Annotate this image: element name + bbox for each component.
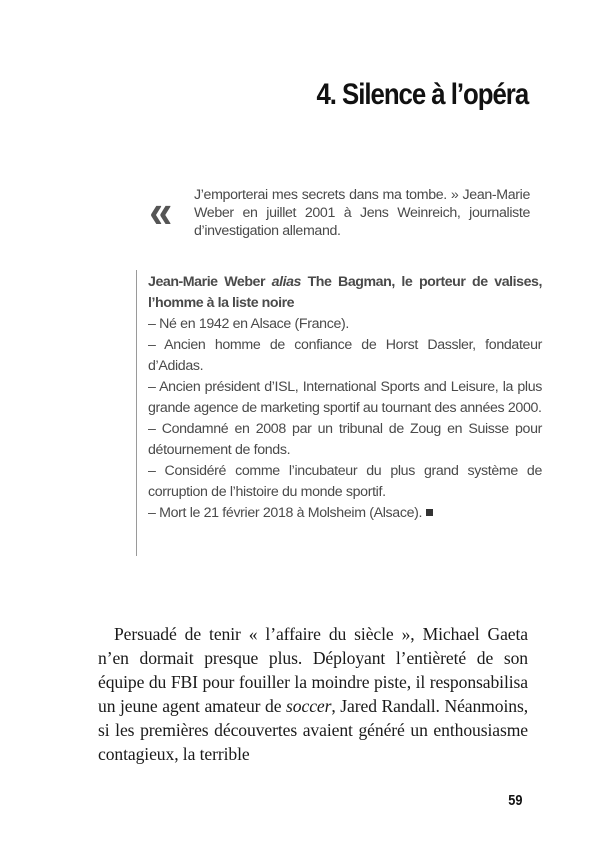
sidebar-item-isl: – Ancien président d’ISL, International Sports and Leisure, la plus grande agence de marketing sportif au tournant des années 2000.	[148, 379, 542, 416]
sidebar-heading-name: Jean-Marie Weber	[148, 274, 272, 290]
end-of-section-square-icon	[426, 509, 433, 516]
left-guillemet-icon: «	[149, 185, 173, 237]
body-paragraph	[98, 622, 528, 766]
epigraph-text: J’emporterai mes secrets dans ma tombe. » Jean-Marie Weber en juillet 2001 à Jens Weinreich, journaliste d’investigation allemand.	[194, 187, 530, 239]
sidebar-item-conviction: – Condamné en 2008 par un tribunal de Zoug en Suisse pour détournement de fonds.	[148, 421, 542, 458]
body-text-part1: Persuadé de tenir « l’affaire du siècle », Michael Gaeta n’en dormait presque plus. Déployant l’entièreté de son équipe du FBI pour fouiller la moindre piste, il responsabilisa un jeune agent amateur de	[98, 624, 528, 716]
body-text-italic: soccer	[286, 696, 332, 716]
sidebar-item-dassler: – Ancien homme de confiance de Horst Dassler, fondateur d’Adidas.	[148, 337, 542, 374]
chapter-title: 4. Silence à l’opéra	[316, 78, 528, 111]
sidebar-item-birth: – Né en 1942 en Alsace (France).	[148, 316, 349, 332]
body-text-part2: , Jared Randall. Néanmoins, si les premières découvertes avaient généré un enthousiasme contagieux, la terrible	[98, 696, 528, 764]
sidebar-item-death-text: – Mort le 21 février 2018 à Molsheim (Alsace).	[148, 505, 423, 521]
sidebar-heading-alias: alias	[271, 274, 301, 290]
sidebar-item-corruption: – Considéré comme l’incubateur du plus grand système de corruption de l’histoire du monde sportif.	[148, 463, 542, 500]
sidebar-heading	[148, 272, 542, 314]
sidebar-heading-nickname: The Bagman, le porteur de valises, l’homme à la liste noire	[148, 274, 542, 311]
page-number: 59	[508, 792, 523, 809]
biography-sidebar	[136, 270, 542, 556]
sidebar-item-death	[148, 503, 542, 524]
